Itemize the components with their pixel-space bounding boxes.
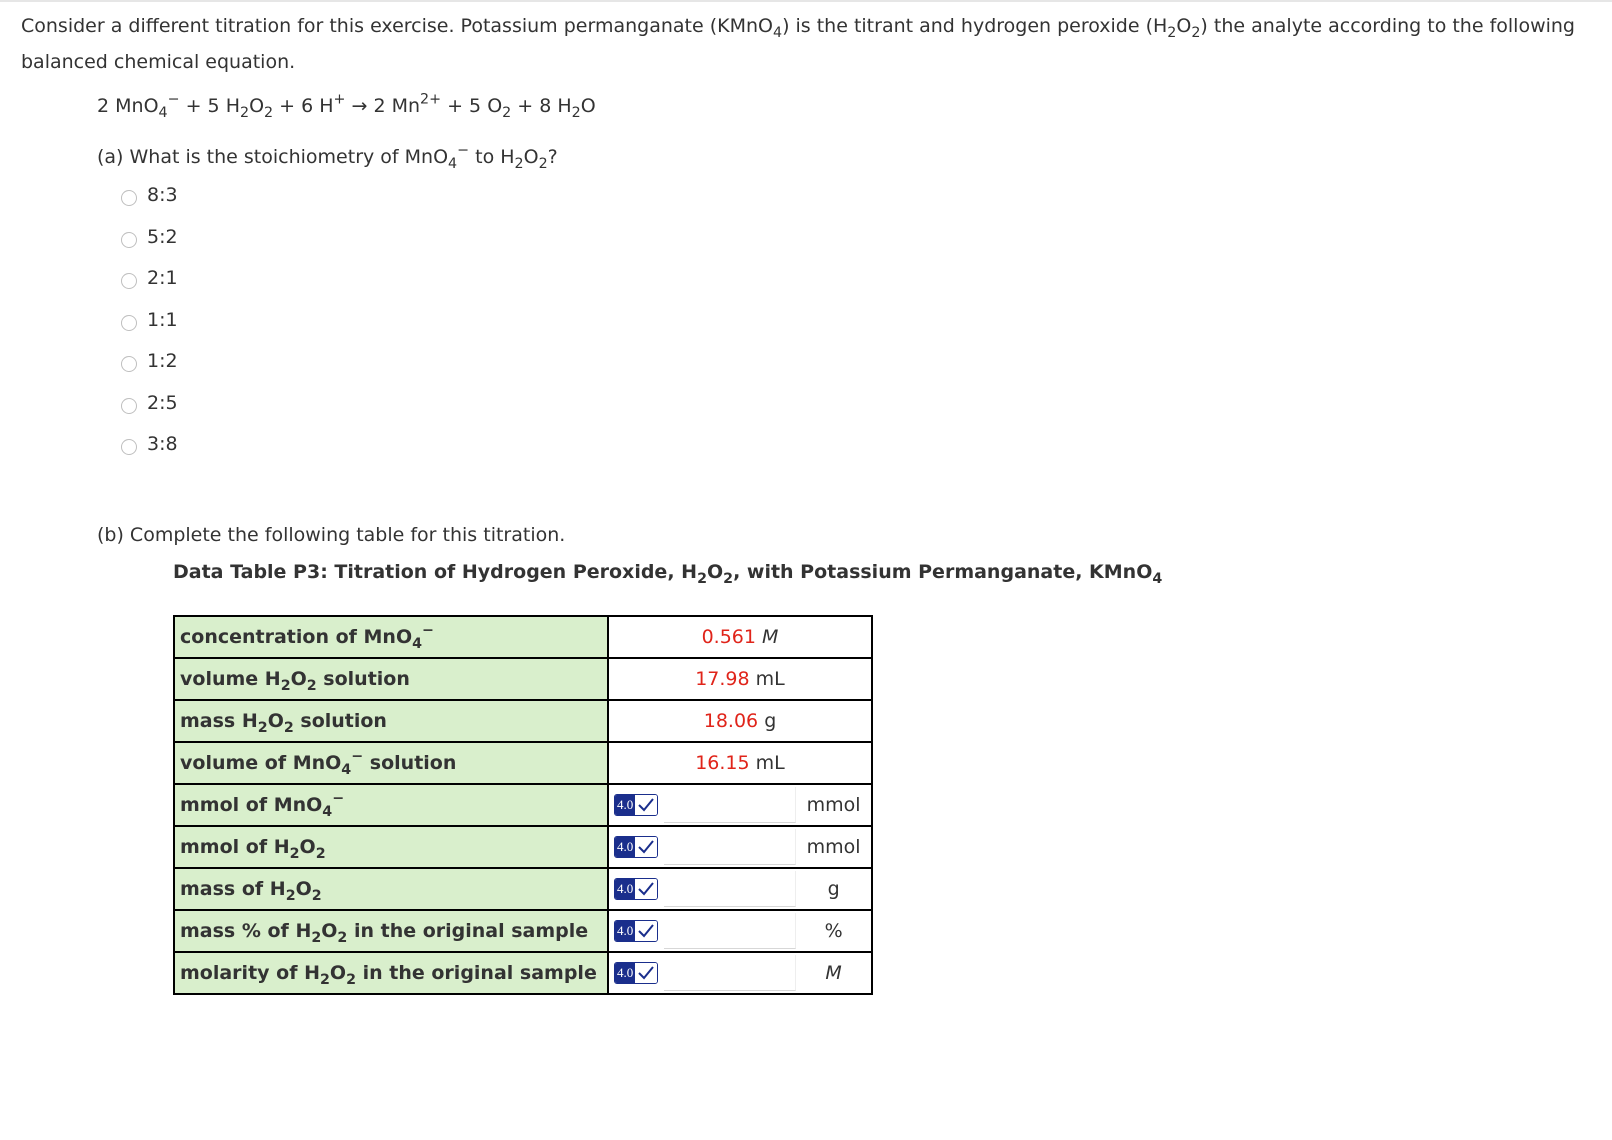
given-value: 16.15 mL	[608, 742, 872, 784]
stoichiometry-options	[121, 182, 178, 473]
answer-cell	[608, 784, 872, 826]
radio-button[interactable]	[121, 273, 137, 289]
check-icon	[635, 879, 657, 899]
table-row	[174, 616, 872, 658]
given-value: 0.561 M	[608, 616, 872, 658]
row-label: mass of $H_2O_2$	[174, 868, 608, 910]
mass-h2o2-input[interactable]	[664, 871, 796, 907]
radio-button[interactable]	[121, 190, 137, 206]
check-icon	[635, 921, 657, 941]
table-row	[174, 952, 872, 994]
radio-button[interactable]	[121, 356, 137, 372]
radio-button[interactable]	[121, 439, 137, 455]
row-label: volume of MnO$_4$− solution	[174, 742, 608, 784]
table-row	[174, 700, 872, 742]
unit-label: g	[827, 878, 840, 900]
answer-cell	[608, 910, 872, 952]
question-b: (b) Complete the following table for this titration.	[97, 524, 566, 546]
balanced-equation: 2 MnO$_4$− + 5 $H_2O_2 + 6$ H+ → 2 $Mn^{2+} + 5$ $O_2 + 8$ $H_2O$	[97, 91, 596, 121]
unit-label: mmol	[806, 794, 861, 816]
radio-button[interactable]	[121, 232, 137, 248]
table-row	[174, 910, 872, 952]
answer-cell	[608, 868, 872, 910]
row-label: mmol of MnO$_4$−	[174, 784, 608, 826]
option-8-3[interactable]: 8:3	[121, 182, 178, 224]
row-label: mass $H_2O_2$ solution	[174, 700, 608, 742]
unit-label: M	[825, 962, 842, 984]
top-divider	[0, 0, 1612, 2]
unit-label: %	[824, 920, 843, 942]
data-table	[173, 615, 873, 995]
option-1-1[interactable]: 1:1	[121, 307, 178, 349]
mass-percent-input[interactable]	[664, 913, 796, 949]
given-value: 18.06 g	[608, 700, 872, 742]
radio-button[interactable]	[121, 315, 137, 331]
row-label: mass % of $H_2O_2$ in the original sample	[174, 910, 608, 952]
table-title: Data Table P3: Titration of Hydrogen Peroxide, $H_2O_2$, with Potassium Permanganate, KMnO$_4$	[173, 561, 1163, 587]
table-row	[174, 658, 872, 700]
table-row	[174, 826, 872, 868]
check-icon	[635, 963, 657, 983]
row-label: volume $H_2O_2$ solution	[174, 658, 608, 700]
unit-label: mmol	[806, 836, 861, 858]
question-a: (a) What is the stoichiometry of MnO$_4$− to $H_2O_2$?	[97, 142, 558, 172]
table-row	[174, 742, 872, 784]
answer-cell	[608, 826, 872, 868]
tolerance-badge[interactable]: 4.0	[614, 836, 658, 858]
tolerance-badge[interactable]: 4.0	[614, 794, 658, 816]
option-2-1[interactable]: 2:1	[121, 265, 178, 307]
row-label: mmol of $H_2O_2$	[174, 826, 608, 868]
tolerance-badge[interactable]: 4.0	[614, 878, 658, 900]
check-icon	[635, 795, 657, 815]
row-label: concentration of MnO$_4$−	[174, 616, 608, 658]
table-row	[174, 868, 872, 910]
check-icon	[635, 837, 657, 857]
row-label: molarity of $H_2O_2$ in the original sample	[174, 952, 608, 994]
given-value: 17.98 mL	[608, 658, 872, 700]
tolerance-badge[interactable]: 4.0	[614, 962, 658, 984]
option-5-2[interactable]: 5:2	[121, 224, 178, 266]
option-3-8[interactable]: 3:8	[121, 431, 178, 473]
intro-paragraph: Consider a different titration for this exercise. Potassium permanganate (KMnO$_4$) is the titrant and hydrogen peroxide $(H_2O_2)$ the analyte according to the following balanced chemical equation.	[21, 15, 1575, 73]
tolerance-badge[interactable]: 4.0	[614, 920, 658, 942]
option-2-5[interactable]: 2:5	[121, 390, 178, 432]
radio-button[interactable]	[121, 398, 137, 414]
option-1-2[interactable]: 1:2	[121, 348, 178, 390]
answer-cell	[608, 952, 872, 994]
table-row	[174, 784, 872, 826]
mmol-h2o2-input[interactable]	[664, 829, 796, 865]
mmol-mno4-input[interactable]	[664, 787, 796, 823]
molarity-input[interactable]	[664, 955, 796, 991]
